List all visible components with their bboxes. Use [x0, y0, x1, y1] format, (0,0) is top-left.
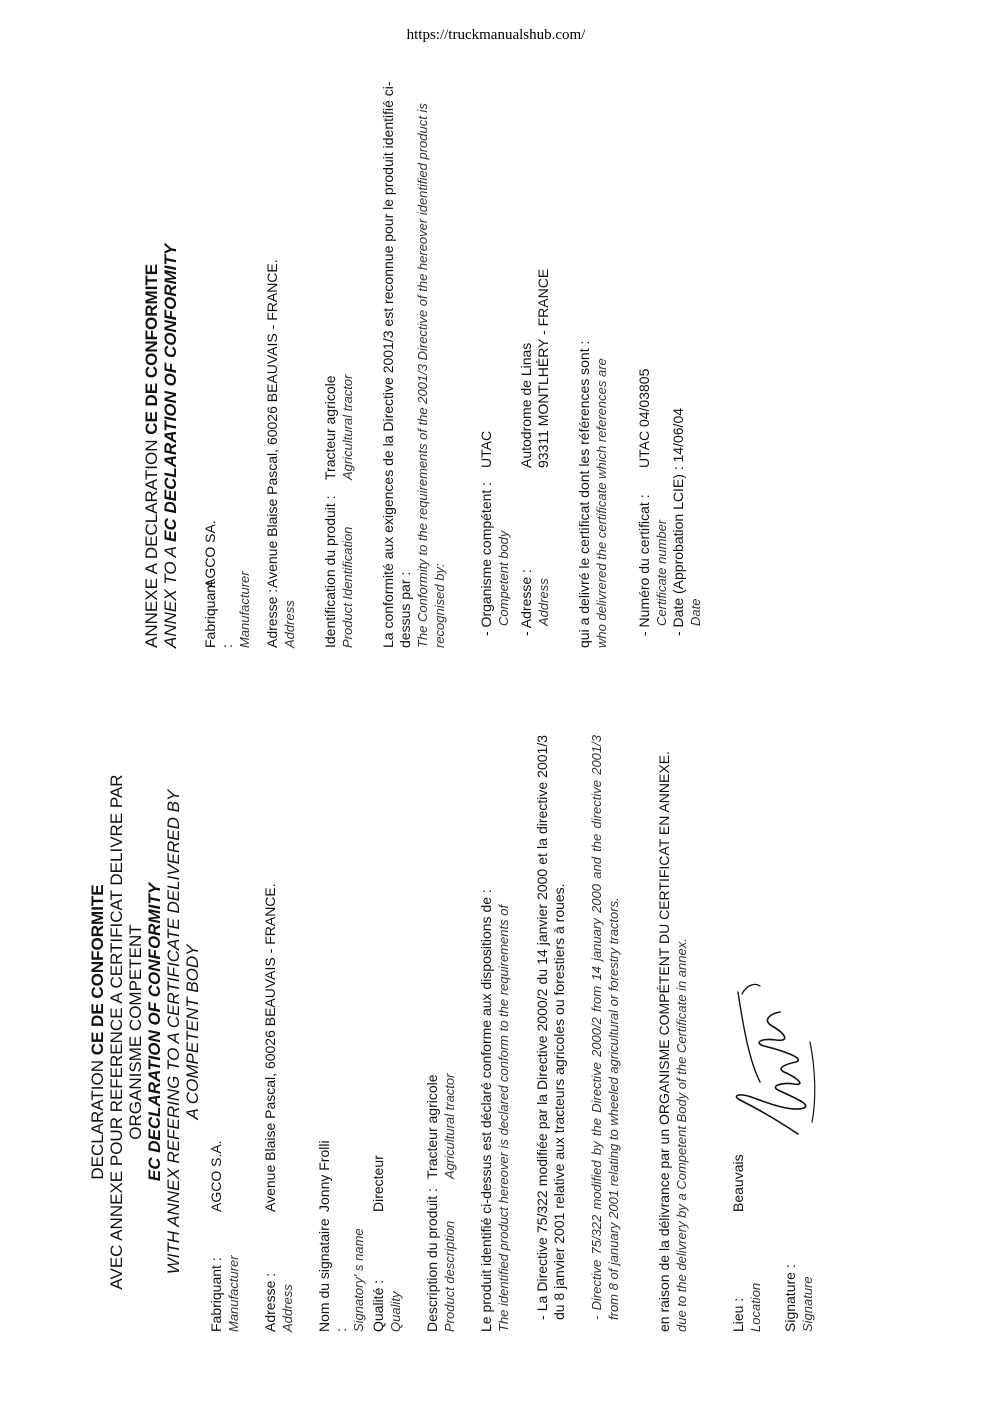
- conformity-statement: Le produit identifié ci-dessus est déclaré conforme aux dispositions de : The identified product hereover is declared conform to the requirements of: [478, 889, 511, 1332]
- annex-manufacturer-value: AGCO SA.: [202, 520, 218, 588]
- directive-bullet-fr: - La Directive 75/322 modifiée par la Directive 2000/2 du 14 janvier 2000 et la directive 2001/3 du 8 janvier 2001 relative aux tracteurs agricoles ou forestiers à roues.: [534, 735, 567, 1320]
- header-url[interactable]: https://truckmanualshub.com/: [406, 27, 586, 43]
- competent-body-address-row: - Adresse : Address Autodrome de Linas 93311 MONTLHÉRY - FRANCE: [518, 268, 551, 636]
- declaration-title: DECLARATION CE DE CONFORMITE AVEC ANNEXE POUR REFERENCE A CERTIFICAT DELIVRE PAR ORGANISME COMPETENT EC DECLARATION OF CONFORMITY WITH ANNEX REFERING TO A CERTIFICATE DELIVERED BY A COMPETENT BODY: [88, 774, 202, 1290]
- annex-title: ANNEXE A DECLARATION CE DE CONFORMITE ANNEX TO A EC DECLARATION OF CONFORMITY: [142, 243, 180, 648]
- handwritten-signature: [720, 972, 830, 1142]
- competent-body-address-line-1: Autodrome de Linas: [518, 342, 534, 468]
- document-sheet: [80, 48, 980, 1368]
- product-description-value: Tracteur agricole: [424, 1074, 440, 1179]
- signatory-row: Nom du signataire : Signatory' s name Jonny Frolli: [316, 1140, 366, 1332]
- delivered-statement: qui a delivré le certificat dont les références sont : who delivrered the certificate which references are: [576, 340, 609, 648]
- declaration-title-bold: CE DE CONFORMITE: [88, 884, 107, 1056]
- certificate-number-value: UTAC 04/03805: [636, 368, 652, 468]
- signature-row: Signature : Signature: [782, 1264, 815, 1332]
- product-identification-row: Identification du produit : Product Identification Tracteur agricole Agricultural tractor: [322, 374, 355, 648]
- address-row: Adresse : Address Avenue Blaise Pascal, 60026 BEAUVAIS - FRANCE.: [262, 883, 295, 1332]
- certificate-number-row: - Numéro du certificat : Certificate number UTAC 04/03805: [636, 368, 669, 636]
- annex-conformity-statement: La conformité aux exigences de la Directive 2001/3 est reconnue pour le produit identifié ci-dessus par : The Conformity to the requirements of the 2001/3 Directive of the hereover identified product is recognised by:: [380, 81, 447, 648]
- directive-bullet-en: - Directive 75/322 modified by the Directive 2000/2 from 14 january 2000 and the directive 2001/3 from 8 of january 2001 relating to wheeled agricultural or forestry tractors.: [589, 735, 621, 1320]
- competent-body-value: UTAC: [478, 430, 494, 468]
- certificate-date-row: - Date (Approbation LCIE) : 14/06/04 Date: [670, 407, 703, 636]
- annex-address-value: Avenue Blaise Pascal, 60026 BEAUVAIS - FRANCE.: [264, 259, 280, 588]
- annex-address-row: Adresse : Address Avenue Blaise Pascal, 60026 BEAUVAIS - FRANCE.: [264, 259, 297, 648]
- reason-statement: en raison de la délivrance par un ORGANISME COMPÉTENT DU CERTIFICAT EN ANNEXE. due to the delivrery by a Competent Body of the Certificate in annex.: [656, 751, 689, 1332]
- annex-title-bold: CE DE CONFORMITE: [142, 263, 161, 435]
- annex-title-en-bold: EC DECLARATION OF CONFORMITY: [161, 243, 180, 542]
- address-value: Avenue Blaise Pascal, 60026 BEAUVAIS - FRANCE.: [262, 883, 278, 1212]
- competent-body-row: - Organisme compétent : Competent body UTAC: [478, 430, 511, 636]
- quality-row: Qualité : Quality Directeur: [370, 1155, 403, 1332]
- product-description-row: Description du produit : Product description Tracteur agricole Agricultural tractor: [424, 1073, 457, 1332]
- competent-body-address-line-2: 93311 MONTLHÉRY - FRANCE: [535, 268, 551, 468]
- signatory-value: Jonny Frolli: [316, 1140, 332, 1212]
- location-value: Beauvais: [730, 1154, 746, 1212]
- manufacturer-value: AGCO S.A.: [208, 1140, 224, 1212]
- manufacturer-row: Fabriquant : Manufacturer AGCO S.A.: [208, 1140, 241, 1332]
- location-row: Lieu : Location Beauvais: [730, 1154, 763, 1332]
- annex-manufacturer-row: Fabriquant : Manufacturer AGCO SA.: [202, 520, 252, 648]
- product-identification-value: Tracteur agricole: [322, 375, 338, 480]
- certificate-date-value: - Date (Approbation LCIE) : 14/06/04: [670, 407, 686, 636]
- quality-value: Directeur: [370, 1155, 386, 1212]
- ec-declaration-title: EC DECLARATION OF CONFORMITY: [145, 882, 164, 1182]
